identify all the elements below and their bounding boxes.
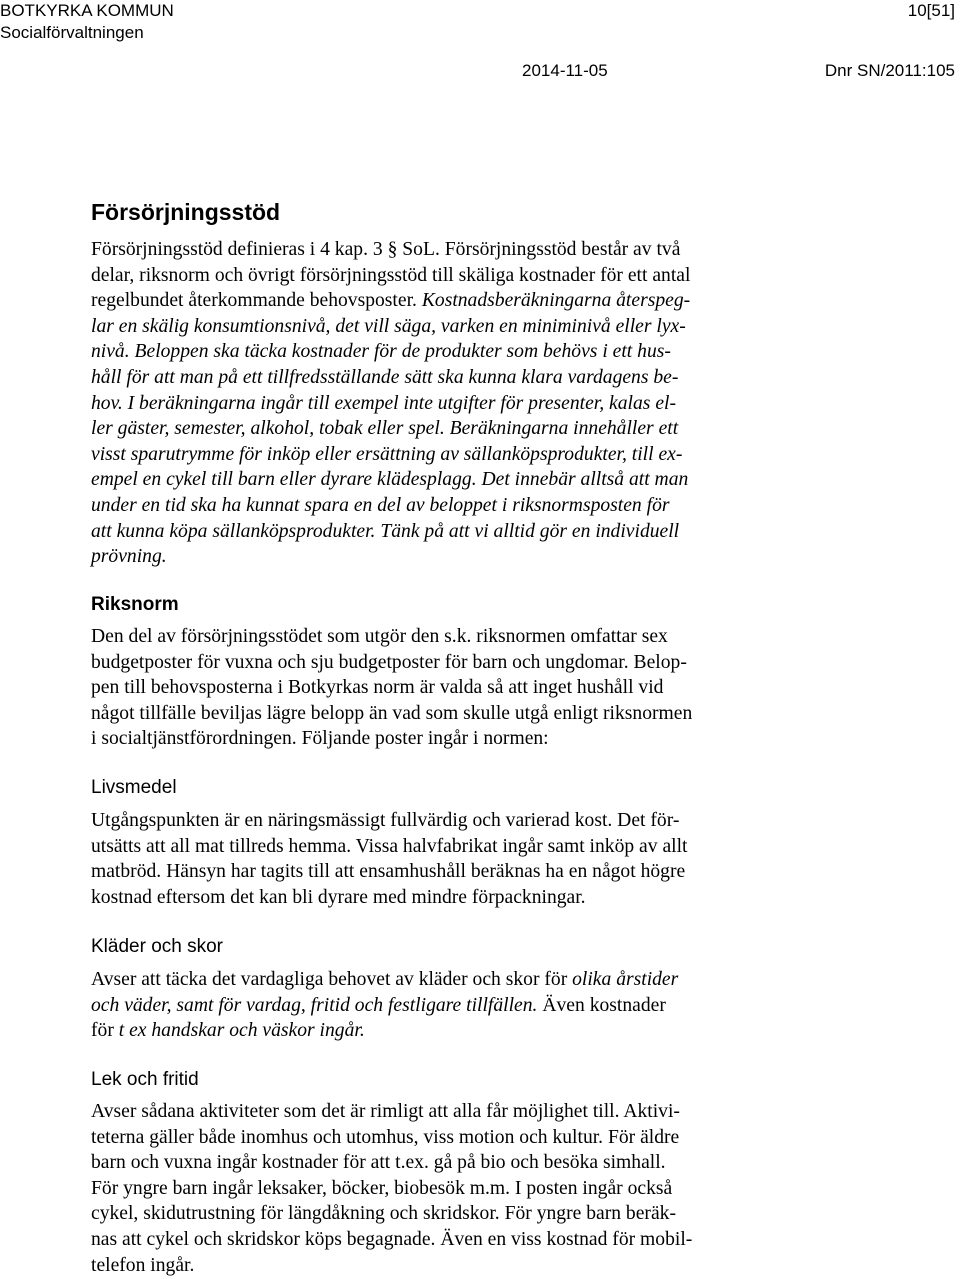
italic-text-run: nivå. Beloppen ska täcka kostnader för de produkter som behövs i ett hus- [91, 341, 671, 363]
text-line [91, 442, 831, 468]
italic-text-run: t ex handskar och väskor ingår. [118, 1020, 365, 1042]
italic-text-run: Kostnadsberäkningarna återspeg- [421, 290, 691, 312]
text-line [91, 544, 831, 570]
text-line: cykel, skidutrustning för längdåkning och skridskor. För yngre barn beräk- [91, 1203, 676, 1225]
italic-text-run: ler gäster, semester, alkohol, tobak eller spel. Beräkningarna innehåller ett [91, 418, 679, 440]
lek-paragraph [91, 1099, 831, 1278]
italic-text-run: håll för att man på ett tillfredsställande sätt ska kunna klara vardagens be- [91, 366, 679, 388]
text-line [91, 365, 831, 391]
text-line [91, 416, 831, 442]
text-line: delar, riksnorm och övrigt försörjningsstöd till skäliga kostnader för ett antal [91, 264, 691, 286]
text-line: telefon ingår. [91, 1254, 195, 1276]
italic-text-run: empel en cykel till barn eller dyrare klädesplagg. Det innebär alltså att man [91, 469, 689, 491]
text-line: Försörjningsstöd definieras i 4 kap. 3 § SoL. Försörjningsstöd består av två [91, 239, 681, 260]
text-line: något tillfälle beviljas lägre belopp än vad som skulle utgå enligt riksnormen [91, 702, 693, 724]
text-line [91, 339, 831, 365]
org-name: BOTKYRKA KOMMUN [0, 1, 174, 20]
klader-paragraph [91, 967, 831, 1044]
text-line: teterna gäller både inomhus och utomhus, viss motion och kultur. För äldre [91, 1126, 680, 1148]
text-run: Även kostnader [537, 994, 666, 1016]
department-name: Socialförvaltningen [0, 23, 144, 42]
italic-text-run: visst sparutrymme för inköp eller ersättning av sällanköpsprodukter, till ex- [91, 443, 683, 465]
text-line [91, 967, 831, 993]
document-number: Dnr SN/2011:105 [824, 61, 955, 80]
text-line: barn och vuxna ingår kostnader för att t.ex. gå på bio och besöka simhall. [91, 1152, 666, 1174]
text-line [91, 314, 831, 340]
italic-text-run: under en tid ska ha kunnat spara en del av beloppet i riksnormsposten för [91, 494, 670, 516]
section-heading-riksnorm: Riksnorm [91, 594, 179, 615]
italic-text-run: och väder, samt för vardag, fritid och festligare tillfällen. [91, 994, 538, 1016]
riksnorm-paragraph [91, 624, 831, 752]
text-line: budgetposter för vuxna och sju budgetposter för barn och ungdomar. Belop- [91, 651, 687, 673]
text-line: matbröd. Hänsyn har tagits till att ensamhushåll beräknas ha en något högre [91, 861, 686, 883]
livsmedel-paragraph [91, 808, 831, 910]
text-line [91, 519, 831, 545]
text-line [91, 467, 831, 493]
italic-text-run: hov. I beräkningarna ingår till exempel inte utgifter för presenter, kalas el- [91, 392, 676, 414]
italic-text-run: att kunna köpa sällanköpsprodukter. Tänk på att vi alltid gör en individuell [91, 520, 680, 542]
text-line: i socialtjänstförordningen. Följande poster ingår i normen: [91, 728, 549, 750]
text-line: Avser sådana aktiviteter som det är rimligt att alla får möjlighet till. Aktivi- [91, 1101, 680, 1122]
section-heading-livsmedel: Livsmedel [91, 777, 177, 798]
text-line [91, 391, 831, 417]
text-line [91, 288, 831, 314]
text-line: utsätts att all mat tillreds hemma. Vissa halvfabrikat ingår samt inköp av allt [91, 835, 688, 857]
document-date: 2014-11-05 [522, 61, 608, 80]
text-line [91, 993, 831, 1019]
section-heading-klader-och-skor: Kläder och skor [91, 936, 224, 957]
text-run: Avser att täcka det vardagliga behovet av kläder och skor för [91, 969, 573, 990]
intro-paragraph [91, 237, 831, 570]
italic-text-run: lar en skälig konsumtionsnivå, det vill säga, varken en miniminivå eller lyx- [91, 315, 686, 337]
text-line: nas att cykel och skridskor köps begagnade. Även en viss kostnad för mobil- [91, 1228, 693, 1250]
text-run: för [91, 1020, 119, 1042]
page-number: 10[51] [907, 1, 955, 20]
italic-text-run: olika årstider [572, 969, 679, 990]
text-line [91, 493, 831, 519]
text-line: Utgångspunkten är en näringsmässigt fullvärdig och varierad kost. Det för- [91, 810, 680, 831]
page-title: Försörjningsstöd [91, 199, 281, 225]
text-run: regelbundet återkommande behovsposter. [91, 290, 422, 312]
text-line: kostnad eftersom det kan bli dyrare med mindre förpackningar. [91, 886, 586, 908]
text-line: För yngre barn ingår leksaker, böcker, biobesök m.m. I posten ingår också [91, 1177, 673, 1199]
section-heading-lek-och-fritid: Lek och fritid [91, 1069, 199, 1090]
text-line [91, 1018, 831, 1044]
text-line: Den del av försörjningsstödet som utgör den s.k. riksnormen omfattar sex [91, 626, 668, 647]
italic-text-run: prövning. [91, 546, 167, 568]
text-line: pen till behovsposterna i Botkyrkas norm är valda så att inget hushåll vid [91, 677, 664, 699]
